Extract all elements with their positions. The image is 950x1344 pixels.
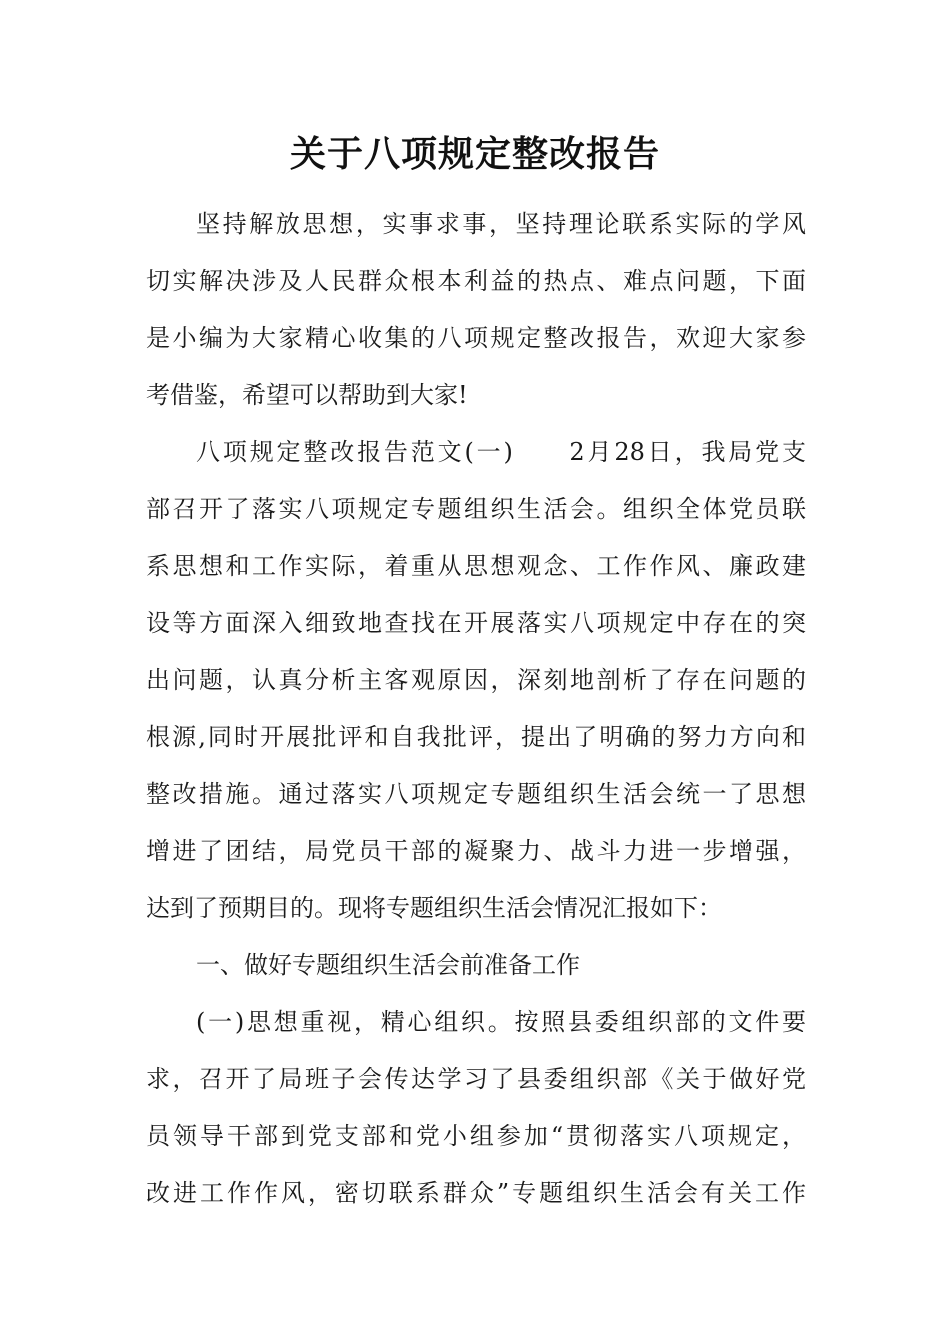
- document-title: 关于八项规定整改报告: [289, 133, 660, 175]
- paragraph-line: 考借鉴，希望可以帮助到大家!: [146, 381, 468, 409]
- paragraph-line: 设等方面深入细致地查找在开展落实八项规定中存在的突: [146, 609, 806, 637]
- paragraph-line: 是小编为大家精心收集的八项规定整改报告，欢迎大家参: [146, 324, 806, 352]
- paragraph-line: 部召开了落实八项规定专题组织生活会。组织全体党员联: [146, 495, 806, 523]
- paragraph-line: 达到了预期目的。现将专题组织生活会情况汇报如下：: [146, 894, 722, 922]
- paragraph-line: 切实解决涉及人民群众根本利益的热点、难点问题，下面: [146, 267, 806, 295]
- paragraph-line: 增进了团结，局党员干部的凝聚力、战斗力进一步增强，: [146, 837, 806, 865]
- paragraph-line: (一)思想重视，精心组织。按照县委组织部的文件要: [196, 1008, 806, 1036]
- paragraph-line: 改进工作作风，密切联系群众”专题组织生活会有关工作: [146, 1179, 806, 1207]
- paragraph-line: 员领导干部到党支部和党小组参加“贯彻落实八项规定，: [146, 1122, 806, 1150]
- section-heading: 一、做好专题组织生活会前准备工作: [196, 951, 580, 979]
- paragraph-line: 坚持解放思想，实事求事，坚持理论联系实际的学风: [196, 210, 806, 238]
- paragraph-line: 八项规定整改报告范文(一) 2月28日，我局党支: [196, 438, 806, 466]
- paragraph-line: 系思想和工作实际，着重从思想观念、工作作风、廉政建: [146, 552, 806, 580]
- paragraph-line: 整改措施。通过落实八项规定专题组织生活会统一了思想: [146, 780, 806, 808]
- paragraph-line: 求，召开了局班子会传达学习了县委组织部《关于做好党: [146, 1065, 806, 1093]
- paragraph-line: 出问题，认真分析主客观原因，深刻地剖析了存在问题的: [146, 666, 806, 694]
- paragraph-line: 根源,同时开展批评和自我批评，提出了明确的努力方向和: [146, 723, 806, 751]
